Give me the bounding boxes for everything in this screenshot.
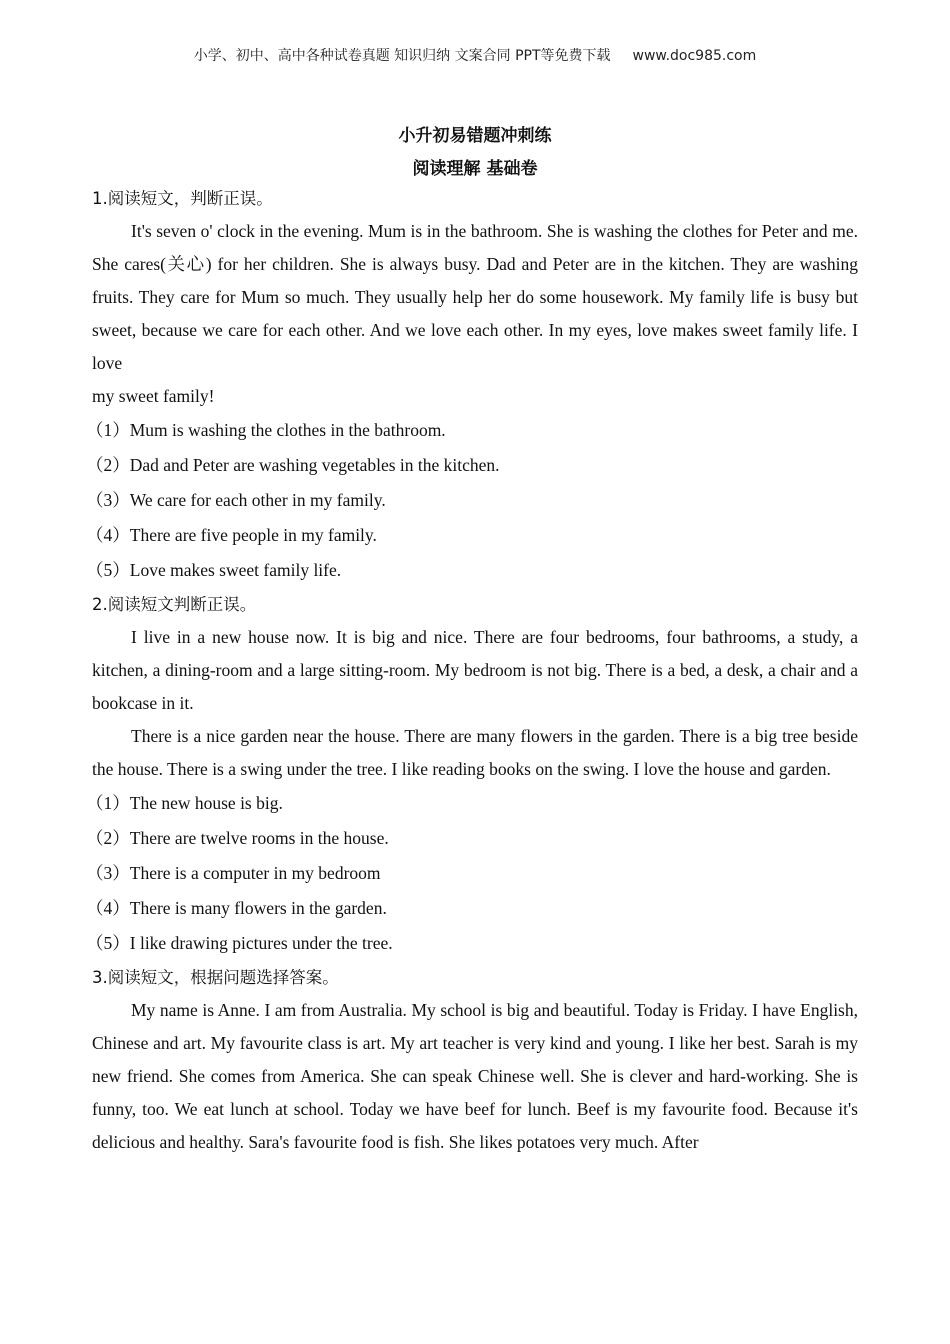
question-2-heading: 2.阅读短文判断正误。 bbox=[92, 595, 257, 614]
question-2-item-5: （5）I like drawing pictures under the tree. bbox=[86, 933, 393, 953]
question-2-passage-2: There is a nice garden near the house. There are many flowers in the garden. There is a big tree beside the house. There is a swing under the tree. I like reading books on the swing. I love the house and garden. bbox=[92, 726, 858, 779]
question-1-passage: It's seven o' clock in the evening. Mum is in the bathroom. She is washing the clothes for Peter and me. She cares(关心) for her children. She is always busy. Dad and Peter are in the kitchen. They are washing fruits. They care for Mum so much. They usually help her do some housework. My family life is busy but sweet, because we care for each other. And we love each other. In my eyes, love makes sweet family life. I love bbox=[92, 221, 858, 373]
question-1-item-1: （1）Mum is washing the clothes in the bathroom. bbox=[86, 420, 446, 440]
document-subtitle: 阅读理解 基础卷 bbox=[412, 159, 538, 179]
question-3 bbox=[92, 961, 858, 1159]
question-1-passage-end: my sweet family! bbox=[92, 386, 215, 406]
question-2-item-3: （3）There is a computer in my bedroom bbox=[86, 863, 381, 883]
question-1-item-2: （2）Dad and Peter are washing vegetables in the kitchen. bbox=[86, 455, 500, 475]
question-1-item-5: （5）Love makes sweet family life. bbox=[86, 560, 342, 580]
document-title: 小升初易错题冲刺练 bbox=[398, 126, 552, 146]
page-header bbox=[0, 45, 950, 65]
document-body bbox=[86, 182, 858, 1159]
question-2-item-2: （2）There are twelve rooms in the house. bbox=[86, 828, 389, 848]
question-1-item-4: （4）There are five people in my family. bbox=[86, 525, 377, 545]
question-3-heading: 3.阅读短文，根据问题选择答案。 bbox=[92, 968, 339, 987]
question-2-item-1: （1）The new house is big. bbox=[86, 793, 283, 813]
header-text: 小学、初中、高中各种试卷真题 知识归纳 文案合同 PPT等免费下载 bbox=[193, 48, 611, 64]
header-site: www.doc985.com bbox=[632, 48, 757, 64]
question-1-item-3: （3）We care for each other in my family. bbox=[86, 490, 386, 510]
question-2 bbox=[86, 588, 858, 961]
question-2-passage-1: I live in a new house now. It is big and nice. There are four bedrooms, four bathrooms, a study, a kitchen, a dining-room and a large sitting-room. My bedroom is not big. There is a bed, a desk, a chair and a bookcase in it. bbox=[92, 627, 858, 713]
question-3-passage: My name is Anne. I am from Australia. My school is big and beautiful. Today is Friday. I have English, Chinese and art. My favourite class is art. My art teacher is very kind and young. I like her best. Sarah is my new friend. She comes from America. She can speak Chinese well. She is clever and hard-working. She is funny, too. We eat lunch at school. Today we have beef for lunch. Beef is my favourite food. Because it's delicious and healthy. Sara's favourite food is fish. She likes potatoes very much. After bbox=[92, 1000, 858, 1152]
question-1 bbox=[86, 182, 858, 588]
question-2-item-4: （4）There is many flowers in the garden. bbox=[86, 898, 387, 918]
question-1-heading: 1.阅读短文，判断正误。 bbox=[92, 189, 273, 208]
